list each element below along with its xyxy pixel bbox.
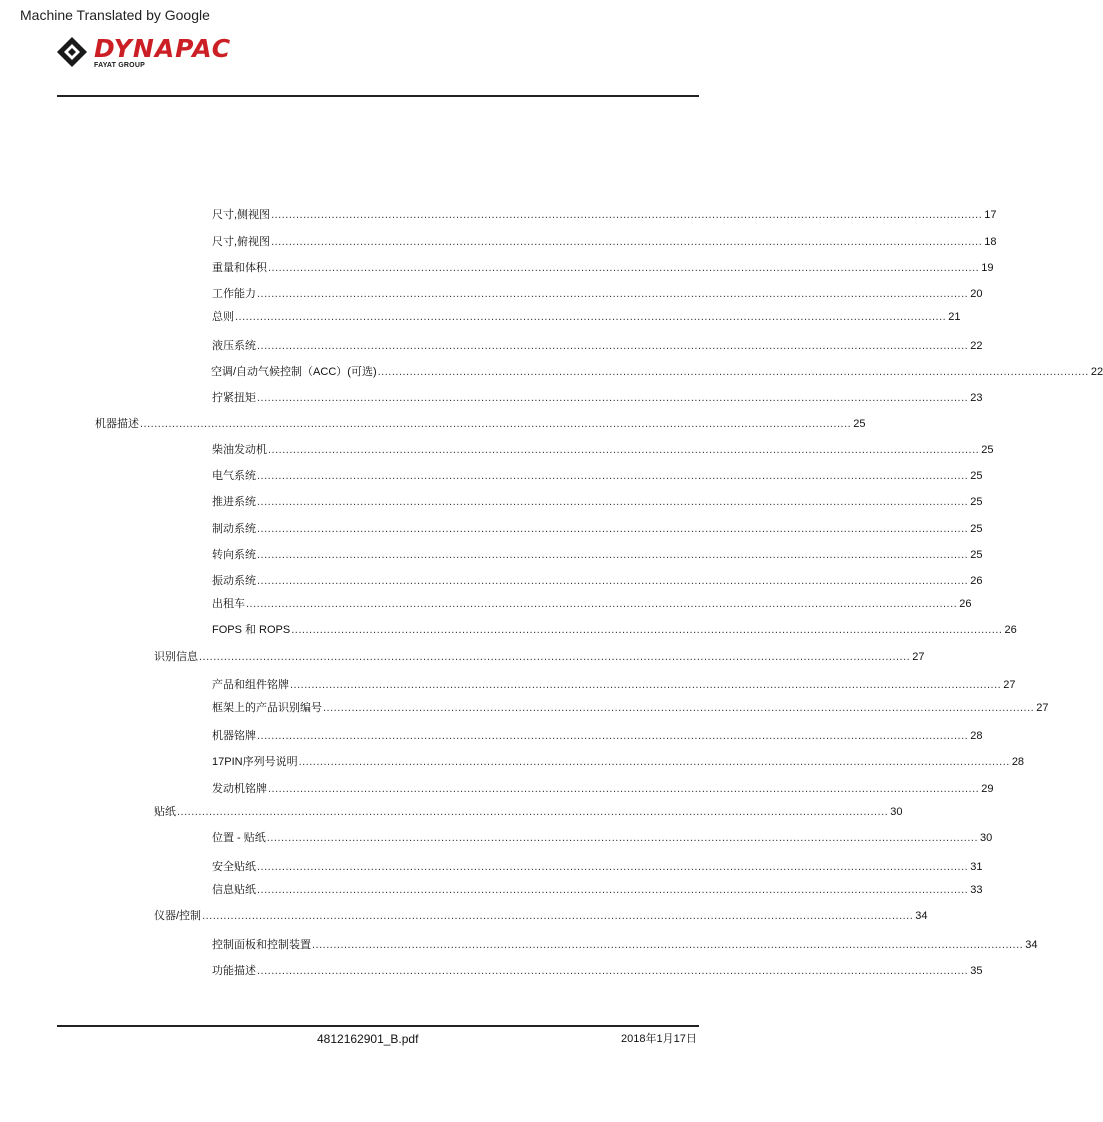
- toc-leader-dots: ........................................................................................................................................................................................................: [291, 624, 1003, 636]
- toc-entry-page: 28: [1011, 756, 1025, 768]
- toc-leader-dots: ........................................................................................................................................................................................................: [257, 549, 969, 561]
- toc-entry-label: 工作能力: [212, 288, 256, 300]
- toc-entry-label: 信息贴纸: [212, 884, 256, 896]
- footer-divider: [57, 1025, 699, 1027]
- toc-entry-label: 控制面板和控制装置: [212, 939, 311, 951]
- toc-entry-page: 25: [970, 549, 983, 561]
- toc-leader-dots: ........................................................................................................................................................................................................: [271, 236, 983, 248]
- toc-entry[interactable]: [212, 338, 983, 354]
- toc-entry-label: 尺寸,侧视图: [212, 209, 271, 221]
- toc-leader-dots: ........................................................................................................................................................................................................: [290, 679, 1002, 691]
- toc-leader-dots: ........................................................................................................................................................................................................: [140, 418, 852, 430]
- toc-leader-dots: ........................................................................................................................................................................................................: [257, 392, 969, 404]
- toc-entry-page: 27: [1003, 679, 1016, 691]
- toc-entry[interactable]: [212, 596, 972, 612]
- toc-entry-label: FOPS 和 ROPS: [212, 624, 291, 636]
- toc-entry-page: 26: [1004, 624, 1017, 636]
- toc-entry[interactable]: [212, 700, 1049, 716]
- toc-entry[interactable]: [212, 547, 983, 563]
- toc-entry[interactable]: [212, 468, 983, 484]
- toc-leader-dots: ........................................................................................................................................................................................................: [257, 496, 969, 508]
- footer-filename: 4812162901_B.pdf: [317, 1032, 419, 1046]
- toc-entry-label: 重量和体积: [212, 262, 267, 274]
- toc-entry-label: 拧紧扭矩: [212, 392, 256, 404]
- toc-entry-label: 贴纸: [154, 806, 176, 818]
- toc-entry[interactable]: [212, 963, 983, 979]
- toc-entry-label: 出租车: [212, 598, 245, 610]
- toc-entry[interactable]: [212, 830, 993, 846]
- toc-entry-page: 33: [970, 884, 983, 896]
- footer-date: 2018年1月17日: [621, 1033, 697, 1045]
- toc-leader-dots: ........................................................................................................................................................................................................: [199, 651, 911, 663]
- toc-entry-page: 31: [970, 861, 983, 873]
- toc-entry[interactable]: [212, 573, 983, 589]
- toc-entry[interactable]: [212, 234, 997, 250]
- toc-entry[interactable]: [212, 260, 994, 276]
- toc-entry-label: 发动机铭牌: [212, 783, 267, 795]
- toc-entry-page: 23: [970, 392, 983, 404]
- toc-leader-dots: ........................................................................................................................................................................................................: [298, 756, 1010, 768]
- toc-leader-dots: ........................................................................................................................................................................................................: [257, 288, 969, 300]
- toc-entry[interactable]: [212, 622, 1017, 638]
- toc-entry[interactable]: [95, 416, 866, 432]
- toc-entry[interactable]: [154, 649, 925, 665]
- toc-leader-dots: ........................................................................................................................................................................................................: [235, 311, 947, 323]
- toc-leader-dots: ........................................................................................................................................................................................................: [246, 598, 958, 610]
- dynapac-diamond-icon: [56, 36, 88, 68]
- toc-entry-page: 17: [984, 209, 997, 221]
- toc-leader-dots: ........................................................................................................................................................................................................: [312, 939, 1024, 951]
- toc-entry-label: 仪器/控制: [154, 910, 202, 922]
- toc-entry-page: 29: [981, 783, 994, 795]
- toc-entry-page: 26: [959, 598, 972, 610]
- toc-entry-label: 推进系统: [212, 496, 256, 508]
- toc-entry-label: 电气系统: [212, 470, 256, 482]
- toc-entry[interactable]: [212, 521, 983, 537]
- toc-entry-label: 总则: [212, 311, 234, 323]
- toc-leader-dots: ........................................................................................................................................................................................................: [257, 340, 969, 352]
- toc-entry-page: 25: [853, 418, 866, 430]
- machine-translated-note: Machine Translated by Google: [20, 7, 210, 23]
- toc-leader-dots: ........................................................................................................................................................................................................: [257, 884, 969, 896]
- toc-leader-dots: ........................................................................................................................................................................................................: [268, 783, 980, 795]
- toc-entry[interactable]: [212, 494, 983, 510]
- toc-leader-dots: ........................................................................................................................................................................................................: [177, 806, 889, 818]
- toc-entry[interactable]: [154, 804, 903, 820]
- toc-leader-dots: ........................................................................................................................................................................................................: [257, 861, 969, 873]
- toc-entry[interactable]: [212, 309, 961, 325]
- toc-entry-page: 18: [984, 236, 997, 248]
- toc-entry[interactable]: [212, 442, 994, 458]
- toc-entry-page: 25: [970, 523, 983, 535]
- toc-entry[interactable]: [211, 364, 1103, 380]
- toc-entry-page: 22: [1090, 366, 1103, 378]
- toc-leader-dots: ........................................................................................................................................................................................................: [268, 444, 980, 456]
- toc-entry-label: 机器铭牌: [212, 730, 256, 742]
- toc-entry[interactable]: [212, 781, 994, 797]
- toc-entry-label: 17PIN序列号说明: [212, 756, 298, 768]
- toc-entry-page: 20: [970, 288, 983, 300]
- toc-entry-page: 25: [981, 444, 994, 456]
- dynapac-logo: [56, 36, 296, 72]
- toc-entry-page: 25: [970, 496, 983, 508]
- toc-leader-dots: ........................................................................................................................................................................................................: [257, 470, 969, 482]
- logo-wordmark: DYNAPAC: [94, 34, 232, 63]
- toc-entry[interactable]: [212, 882, 983, 898]
- toc-entry-page: 27: [1036, 702, 1049, 714]
- toc-entry-page: 30: [980, 832, 993, 844]
- toc-entry-page: 25: [970, 470, 983, 482]
- toc-entry-page: 22: [970, 340, 983, 352]
- toc-entry[interactable]: [154, 908, 928, 924]
- toc-entry[interactable]: [212, 754, 1025, 770]
- toc-entry-label: 尺寸,俯视图: [212, 236, 271, 248]
- toc-entry-label: 安全贴纸: [212, 861, 256, 873]
- toc-entry-page: 19: [981, 262, 994, 274]
- toc-entry-label: 功能描述: [212, 965, 256, 977]
- toc-leader-dots: ........................................................................................................................................................................................................: [271, 209, 983, 221]
- toc-entry-label: 识别信息: [154, 651, 198, 663]
- toc-entry-page: 21: [948, 311, 961, 323]
- toc-entry-page: 28: [970, 730, 983, 742]
- toc-entry[interactable]: [212, 728, 983, 744]
- toc-entry[interactable]: [212, 207, 997, 223]
- toc-leader-dots: ........................................................................................................................................................................................................: [257, 730, 969, 742]
- toc-entry-label: 振动系统: [212, 575, 256, 587]
- toc-entry-page: 35: [970, 965, 983, 977]
- toc-entry-label: 柴油发动机: [212, 444, 267, 456]
- toc-entry[interactable]: [212, 286, 983, 302]
- toc-entry-page: 30: [890, 806, 903, 818]
- toc-entry-page: 34: [1025, 939, 1038, 951]
- toc-entry-label: 位置 - 贴纸: [212, 832, 266, 844]
- toc-entry-page: 27: [912, 651, 925, 663]
- toc-leader-dots: ........................................................................................................................................................................................................: [257, 523, 969, 535]
- toc-entry-label: 产品和组件铭牌: [212, 679, 289, 691]
- toc-entry-label: 机器描述: [95, 418, 139, 430]
- toc-entry-label: 制动系统: [212, 523, 256, 535]
- toc-leader-dots: ........................................................................................................................................................................................................: [202, 910, 914, 922]
- toc-entry-page: 26: [970, 575, 983, 587]
- toc-entry-label: 空调/自动气候控制（ACC）(可选): [211, 366, 377, 378]
- toc-entry[interactable]: [212, 677, 1016, 693]
- header-divider: [57, 95, 699, 97]
- toc-entry-page: 34: [915, 910, 928, 922]
- toc-leader-dots: ........................................................................................................................................................................................................: [257, 575, 969, 587]
- toc-entry[interactable]: [212, 859, 983, 875]
- toc-leader-dots: ........................................................................................................................................................................................................: [266, 832, 979, 844]
- logo-subtext: FAYAT GROUP: [94, 62, 145, 69]
- toc-leader-dots: ........................................................................................................................................................................................................: [377, 366, 1089, 378]
- toc-entry[interactable]: [212, 937, 1038, 953]
- toc-leader-dots: ........................................................................................................................................................................................................: [323, 702, 1035, 714]
- toc-entry-label: 转向系统: [212, 549, 256, 561]
- toc-leader-dots: ........................................................................................................................................................................................................: [268, 262, 980, 274]
- toc-leader-dots: ........................................................................................................................................................................................................: [257, 965, 969, 977]
- toc-entry[interactable]: [212, 390, 983, 406]
- toc-entry-label: 框架上的产品识别编号: [212, 702, 322, 714]
- toc-entry-label: 液压系统: [212, 340, 256, 352]
